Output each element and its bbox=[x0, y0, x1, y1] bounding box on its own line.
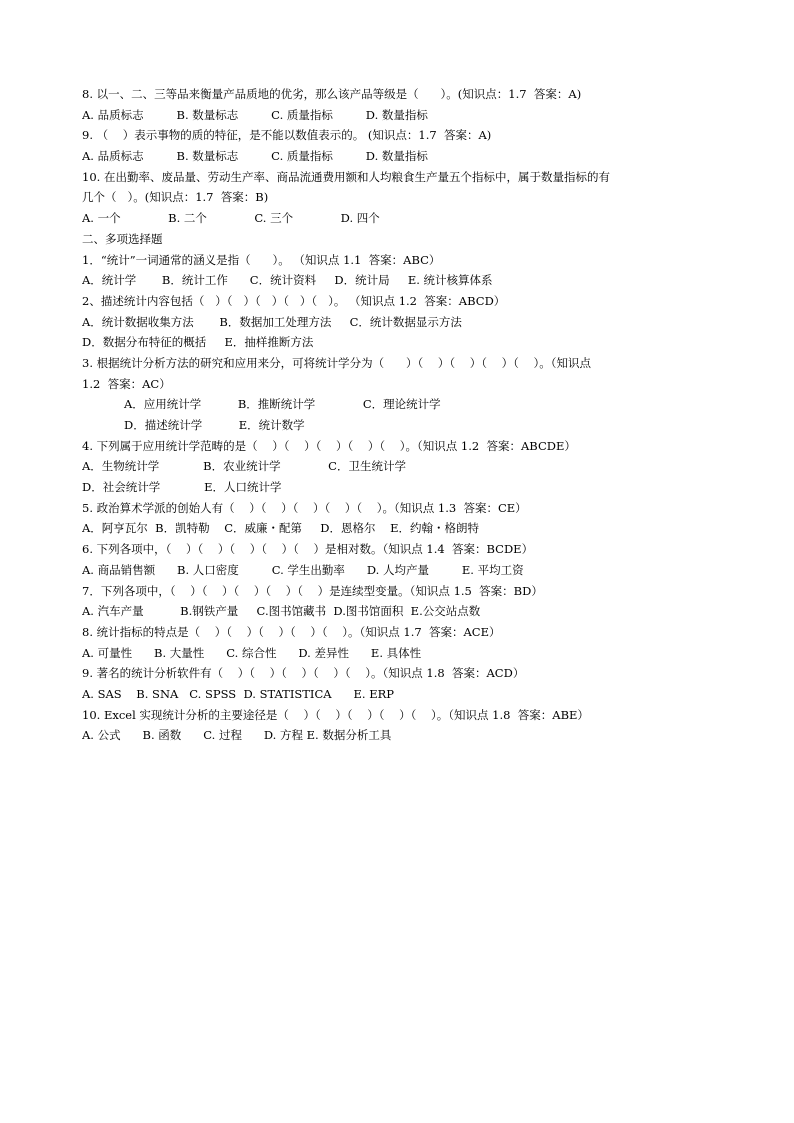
text-line: 2、描述统计内容包括（ ）（ ）（ ）（ ）（ ）。 （知识点 1.2 答案：ABCD） bbox=[82, 293, 506, 308]
text-line: 1.2 答案：AC） bbox=[82, 376, 171, 391]
question-list bbox=[82, 84, 702, 746]
text-line: 3. 根据统计分析方法的研究和应用来分，可将统计学分为（ ）（ ）（ ）（ ）（ ）。（知识点 bbox=[82, 355, 592, 370]
text-line: A．统计数据收集方法 B．数据加工处理方法 C．统计数据显示方法 bbox=[82, 314, 462, 329]
text-line: 二、多项选择题 bbox=[82, 231, 163, 246]
text-line: A．应用统计学 B．推断统计学 C．理论统计学 bbox=[124, 397, 441, 412]
text-line: A. 一个 B. 二个 C. 三个 D. 四个 bbox=[82, 211, 380, 226]
text-line: A. 可量性 B. 大量性 C. 综合性 D. 差异性 E. 具体性 bbox=[82, 645, 422, 660]
text-line: A. 商品销售额 B. 人口密度 C. 学生出勤率 D. 人均产量 E. 平均工资 bbox=[82, 562, 524, 577]
text-line: 10. Excel 实现统计分析的主要途径是（ ）（ ）（ ）（ ）（ ）。（知识点 1.8 答案：ABE） bbox=[82, 707, 589, 722]
text-line: D．数据分布特征的概括 E．抽样推断方法 bbox=[82, 335, 314, 350]
text-line: A．阿亨瓦尔 B．凯特勒 C．威廉・配第 D．恩格尔 E．约翰・格朗特 bbox=[82, 521, 479, 536]
text-line: A. 公式 B. 函数 C. 过程 D. 方程 E. 数据分析工具 bbox=[82, 728, 392, 743]
text-line: A. 品质标志 B. 数量标志 C. 质量指标 D. 数量指标 bbox=[82, 107, 428, 122]
text-line: 9. 著名的统计分析软件有（ ）（ ）（ ）（ ）（ ）。（知识点 1.8 答案：ACD） bbox=[82, 666, 525, 681]
text-line: A．生物统计学 B．农业统计学 C．卫生统计学 bbox=[82, 459, 406, 474]
text-line: D．社会统计学 E．人口统计学 bbox=[82, 480, 282, 495]
text-line: 1．“统计”一词通常的涵义是指（ ）。 （知识点 1.1 答案：ABC） bbox=[82, 252, 441, 267]
text-line: 8. 统计指标的特点是（ ）（ ）（ ）（ ）（ ）。（知识点 1.7 答案：ACE） bbox=[82, 624, 501, 639]
text-line: 10. 在出勤率、废品量、劳动生产率、商品流通费用额和人均粮食生产量五个指标中，属于数量指标的有 bbox=[82, 169, 610, 184]
text-line: A．统计学 B．统计工作 C．统计资料 D．统计局 E. 统计核算体系 bbox=[82, 273, 493, 288]
text-line: 5. 政治算术学派的创始人有（ ）（ ）（ ）（ ）（ ）。（知识点 1.3 答案：CE） bbox=[82, 500, 527, 515]
text-line: 7．下列各项中，（ ）（ ）（ ）（ ）（ ）是连续型变量。（知识点 1.5 答案：BD） bbox=[82, 583, 543, 598]
text-line: 9. （ ）表示事物的质的特征，是不能以数值表示的。 (知识点：1.7 答案：A) bbox=[82, 128, 492, 143]
text-line: A. 品质标志 B. 数量标志 C. 质量指标 D. 数量指标 bbox=[82, 149, 428, 164]
text-line: 几个（ ）。(知识点：1.7 答案：B) bbox=[82, 190, 269, 205]
text-line: A. 汽车产量 B.钢铁产量 C.图书馆藏书 D.图书馆面积 E.公交站点数 bbox=[82, 604, 481, 619]
text-line: 4. 下列属于应用统计学范畴的是（ ）（ ）（ ）（ ）（ ）。（知识点 1.2 答案：ABCDE） bbox=[82, 438, 576, 453]
text-line: A. SAS B. SNA C. SPSS D. STATISTICA E. ERP bbox=[82, 686, 395, 701]
text-line: D．描述统计学 E．统计数学 bbox=[124, 418, 305, 432]
text-line: 8. 以一、二、三等品来衡量产品质地的优劣，那么该产品等级是（ ）。(知识点：1.7 答案：A) bbox=[82, 87, 582, 101]
text-line: 6. 下列各项中，（ ）（ ）（ ）（ ）（ ）是相对数。（知识点 1.4 答案：BCDE） bbox=[82, 542, 534, 557]
